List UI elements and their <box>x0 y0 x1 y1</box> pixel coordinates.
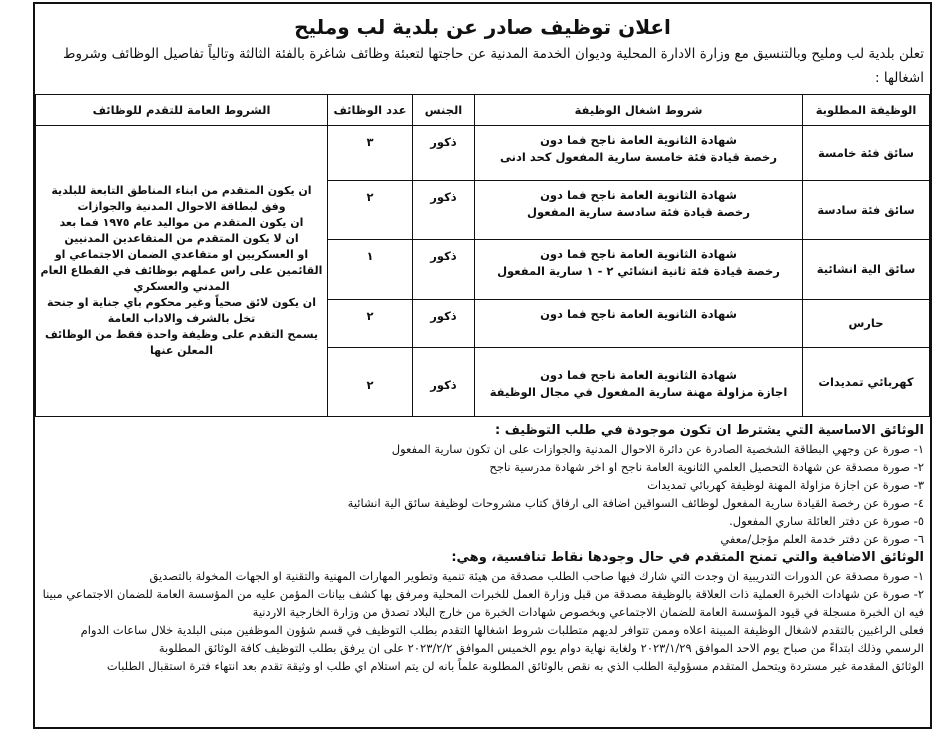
condition-line: شهادة الثانوية العامة ناجح فما دون <box>540 188 737 202</box>
job-count: ٢ <box>328 300 413 348</box>
general-line: المدني والعسكري <box>133 280 230 293</box>
job-name: سائق فئة سادسة <box>803 181 930 240</box>
condition-line: شهادة الثانوية العامة ناجح فما دون <box>540 307 737 321</box>
general-line: تخل بالشرف والاداب العامة <box>107 312 256 325</box>
table-header-row <box>36 95 930 126</box>
extra-doc-item: ١- صورة مصدقة عن الدورات التدريبية ان وجدت التي شارك فيها صاحب الطلب مصدقة من هيئة تنمية وتطوير المهارات المهنية والتقنية او الجهات المخولة بالتصديق <box>149 569 924 583</box>
header-job: الوظيفة المطلوبة <box>803 95 930 126</box>
job-name: كهربائي تمديدات <box>803 348 930 417</box>
general-line: ان لا يكون المتقدم من المتقاعدين المدنيين <box>64 232 299 245</box>
job-gender: ذكور <box>413 181 475 240</box>
closing-paragraph: الوثائق المقدمة غير مستردة ويتحمل المتقدم مسؤولية الطلب الذي به نقص بالوثائق المطلوبة علماً بانه لن يتم استلام اي طلب او وثيقة تقدم بعد انتهاء فترة استقبال الطلبات <box>106 659 924 673</box>
basic-doc-item: ١- صورة عن وجهي البطاقة الشخصية الصادرة عن دائرة الاحوال المدنية والجوازات على ان تكون سارية المفعول <box>391 442 924 456</box>
header-general: الشروط العامة للتقدم للوظائف <box>36 95 328 126</box>
job-conditions <box>475 240 803 300</box>
condition-line: رخصة قيادة فئة سادسة سارية المفعول <box>527 205 750 219</box>
job-conditions <box>475 348 803 417</box>
header-count: عدد الوظائف <box>328 95 413 126</box>
basic-doc-item: ٢- صورة مصدقة عن شهادة التحصيل العلمي الثانوية العامة ناجح او اخر شهادة مدرسية ناجح <box>489 460 924 474</box>
basic-doc-item: ٤- صورة عن رخصة القيادة سارية المفعول لوظائف السواقين اضافة الى ارفاق كتاب مشروحات لوظيفة سائق الية انشائية <box>347 496 924 510</box>
general-line: وفق لبطاقة الاحوال المدنية والجوازات <box>77 200 286 213</box>
condition-line: اجازة مزاولة مهنة سارية المفعول في مجال الوظيفة <box>489 385 788 399</box>
documents-section <box>35 417 930 683</box>
basic-docs-heading: الوثائق الاساسية التي يشترط ان تكون موجودة في طلب التوظيف : <box>495 423 924 438</box>
page-title: اعلان توظيف صادر عن بلدية لب ومليح <box>294 15 671 39</box>
header-gender: الجنس <box>413 95 475 126</box>
job-count: ٣ <box>328 126 413 181</box>
closing-paragraph: فعلى الراغبين بالتقدم لاشغال الوظيفة المبينة اعلاه وممن تتوافر لديهم متطلبات شروط اشغالها التقدم بطلب التوظيف في قسم شؤون الموظفين مبنى البلدية خلال ساعات الدوام الرسمي وذلك ابتداءً من صباح يوم الاحد الموافق ٢٠٢٣/١/٢٩ ولغاية نهاية دوام يوم الخميس الموافق ٢٠٢٣/٢/٢ على ان يرفق بطلب التوظيف كافة الوثائق المطلوبة <box>80 623 924 655</box>
general-line: او العسكريين او متقاعدي الضمان الاجتماعي او <box>54 248 309 261</box>
general-line: ان يكون لائق صحياً وغير محكوم باي جناية او جنحة <box>47 296 316 309</box>
job-gender: ذكور <box>413 126 475 181</box>
job-gender: ذكور <box>413 348 475 417</box>
header-conditions: شروط اشغال الوظيفة <box>475 95 803 126</box>
job-gender: ذكور <box>413 300 475 348</box>
general-line: ان يكون المتقدم من مواليد عام ١٩٧٥ فما بعد <box>59 216 304 229</box>
job-conditions <box>475 126 803 181</box>
basic-doc-item: ٥- صورة عن دفتر العائلة ساري المفعول. <box>729 514 924 528</box>
job-conditions <box>475 300 803 348</box>
condition-line: شهادة الثانوية العامة ناجح فما دون <box>540 133 737 147</box>
extra-docs-heading: الوثائق الاضافية والتي تمنح المتقدم في حال وجودها نقاط تنافسية، وهي: <box>451 550 924 565</box>
general-line: ان يكون المتقدم من ابناء المناطق التابعة للبلدية <box>51 184 312 197</box>
job-name: حارس <box>803 300 930 348</box>
condition-line: رخصة قيادة فئة خامسة سارية المفعول كحد ادنى <box>500 150 777 164</box>
condition-line: رخصة قيادة فئة ثانية انشائي ٢ - ١ سارية المفعول <box>497 264 780 278</box>
announcement-frame <box>33 2 932 729</box>
basic-doc-item: ٦- صورة عن دفتر خدمة العلم مؤجل/معفي <box>720 532 924 546</box>
job-count: ١ <box>328 240 413 300</box>
job-conditions <box>475 181 803 240</box>
general-line: يسمح التقدم على وظيفة واحدة فقط من الوظائف المعلن عنها <box>44 328 319 357</box>
job-count: ٢ <box>328 181 413 240</box>
jobs-table <box>35 94 930 417</box>
job-name: سائق فئة خامسة <box>803 126 930 181</box>
basic-doc-item: ٣- صورة عن اجازة مزاولة المهنة لوظيفة كهربائي تمديدات <box>647 478 924 492</box>
job-gender: ذكور <box>413 240 475 300</box>
general-conditions <box>36 126 328 417</box>
job-name: سائق الية انشائية <box>803 240 930 300</box>
extra-doc-item: ٢- صورة عن شهادات الخبرة العملية ذات العلاقة بالوظيفة مصدقة من قبل وزارة العمل للخبرات المحلية ومرفق بها كشف بيانات المؤمن عليه من المؤسسة العامة للضمان الاجتماعي مبينا فيه ان الخبرة مسجلة في قيود المؤسسة العامة للضمان الاجتماعي وبخصوص شهادات الخبرة من خارج البلاد تصدق من وزارة الخارجية الاردنية <box>42 587 924 619</box>
condition-line: شهادة الثانوية العامة ناجح فما دون <box>540 368 737 382</box>
table-row <box>36 126 930 181</box>
condition-line: شهادة الثانوية العامة ناجح فما دون <box>540 247 737 261</box>
general-line: القائمين على راس عملهم بوظائف في القطاع العام <box>40 264 323 277</box>
job-count: ٢ <box>328 348 413 417</box>
intro-paragraph: تعلن بلدية لب ومليح وبالتنسيق مع وزارة الادارة المحلية وديوان الخدمة المدنية عن حاجتها لتعبئة وظائف شاغرة بالفئة الثالثة وتالياً تفاصيل الوظائف وشروط اشغالها : <box>63 46 924 86</box>
